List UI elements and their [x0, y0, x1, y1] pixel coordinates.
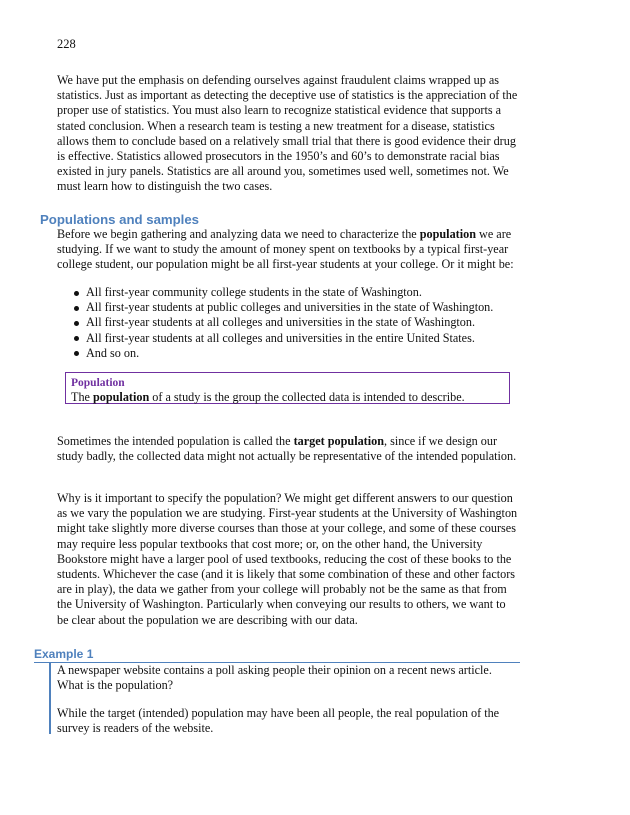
bullet-icon [74, 321, 79, 326]
example-answer: While the target (intended) population may have been all people, the real population of the survey is readers of the website. [57, 706, 500, 736]
definition-text [71, 390, 465, 404]
definition-title: Population [71, 377, 125, 389]
list-item [57, 346, 527, 361]
list-item-text: All first-year community college students in the state of Washington. [86, 285, 422, 299]
target-text-start: Sometimes the intended population is called the [57, 434, 294, 448]
bullet-icon [74, 336, 79, 341]
definition-text-end: of a study is the group the collected data is intended to describe. [149, 390, 465, 404]
page-number: 228 [57, 37, 76, 51]
example-question: A newspaper website contains a poll asking people their opinion on a recent news article. What is the population? [57, 663, 492, 693]
population-term: population [419, 227, 476, 241]
example-side-bar [49, 663, 51, 734]
target-population-term: target population [293, 434, 384, 448]
bullet-icon [74, 351, 79, 356]
population-examples-list [57, 285, 527, 361]
list-item [57, 315, 527, 330]
definition-term: population [93, 390, 150, 404]
list-item-text: All first-year students at public colleges and universities in the state of Washington. [86, 300, 494, 315]
target-text-end: , since if we design our study badly, the collected data might not actually be representative of the intended population. [57, 434, 517, 464]
definition-box [65, 372, 510, 404]
list-item-text: All first-year students at all colleges and universities in the entire United States. [86, 330, 475, 345]
bullet-icon [74, 291, 79, 296]
list-item-text: And so on. [86, 345, 140, 360]
list-item-text: All first-year students at all colleges and universities in the state of Washington. [86, 315, 476, 330]
list-item [57, 300, 527, 315]
target-population-paragraph [57, 434, 519, 464]
bullet-icon [74, 306, 79, 311]
list-item [57, 285, 527, 300]
list-item [57, 331, 527, 346]
definition-text-start: The [71, 390, 93, 404]
intro-paragraph: We have put the emphasis on defending ourselves against fraudulent claims wrapped up as statistics. Just as important as detecting the deceptive use of statistics is the appreciation of the proper use of statistics. You must also learn to recognize statistical evidence that supports a stated conclusion. When a research team is testing a new treatment for a disease, statistics allows them to conclude based on a relatively small trial that there is good evidence their drug is effective. Statistics allowed prosecutors in the 1950’s and 60’s to demonstrate racial bias existed in jury panels. Statistics are all around you, sometimes used well, sometimes not. We must learn how to distinguish the two cases. [57, 73, 518, 194]
population-intro-paragraph [57, 227, 519, 273]
example-heading: Example 1 [34, 647, 94, 661]
population-intro-text-rest: we are studying. If we want to study the amount of money spent on textbooks by a typical first-year college student, our population might be all first-year students at your college. Or it might be: [57, 227, 514, 272]
section-heading: Populations and samples [40, 212, 200, 227]
population-intro-text: Before we begin gathering and analyzing data we need to characterize the [57, 227, 420, 241]
why-paragraph: Why is it important to specify the population? We might get different answers to our question as we vary the population we are studying. First-year students at the University of Washington might take slightly more diverse courses than those at your college, and some of these courses may require less popular textbooks that cost more; or, on the other hand, the University Bookstore might have a larger pool of used textbooks, reducing the cost of these books to the students. Whichever the case (and it is likely that some combination of these and other factors are in play), the data we gather from your college will probably not be the same as that from the University of Washington. Particularly when conveying our results to others, we want to be clear about the population we are describing with our data. [57, 491, 518, 627]
